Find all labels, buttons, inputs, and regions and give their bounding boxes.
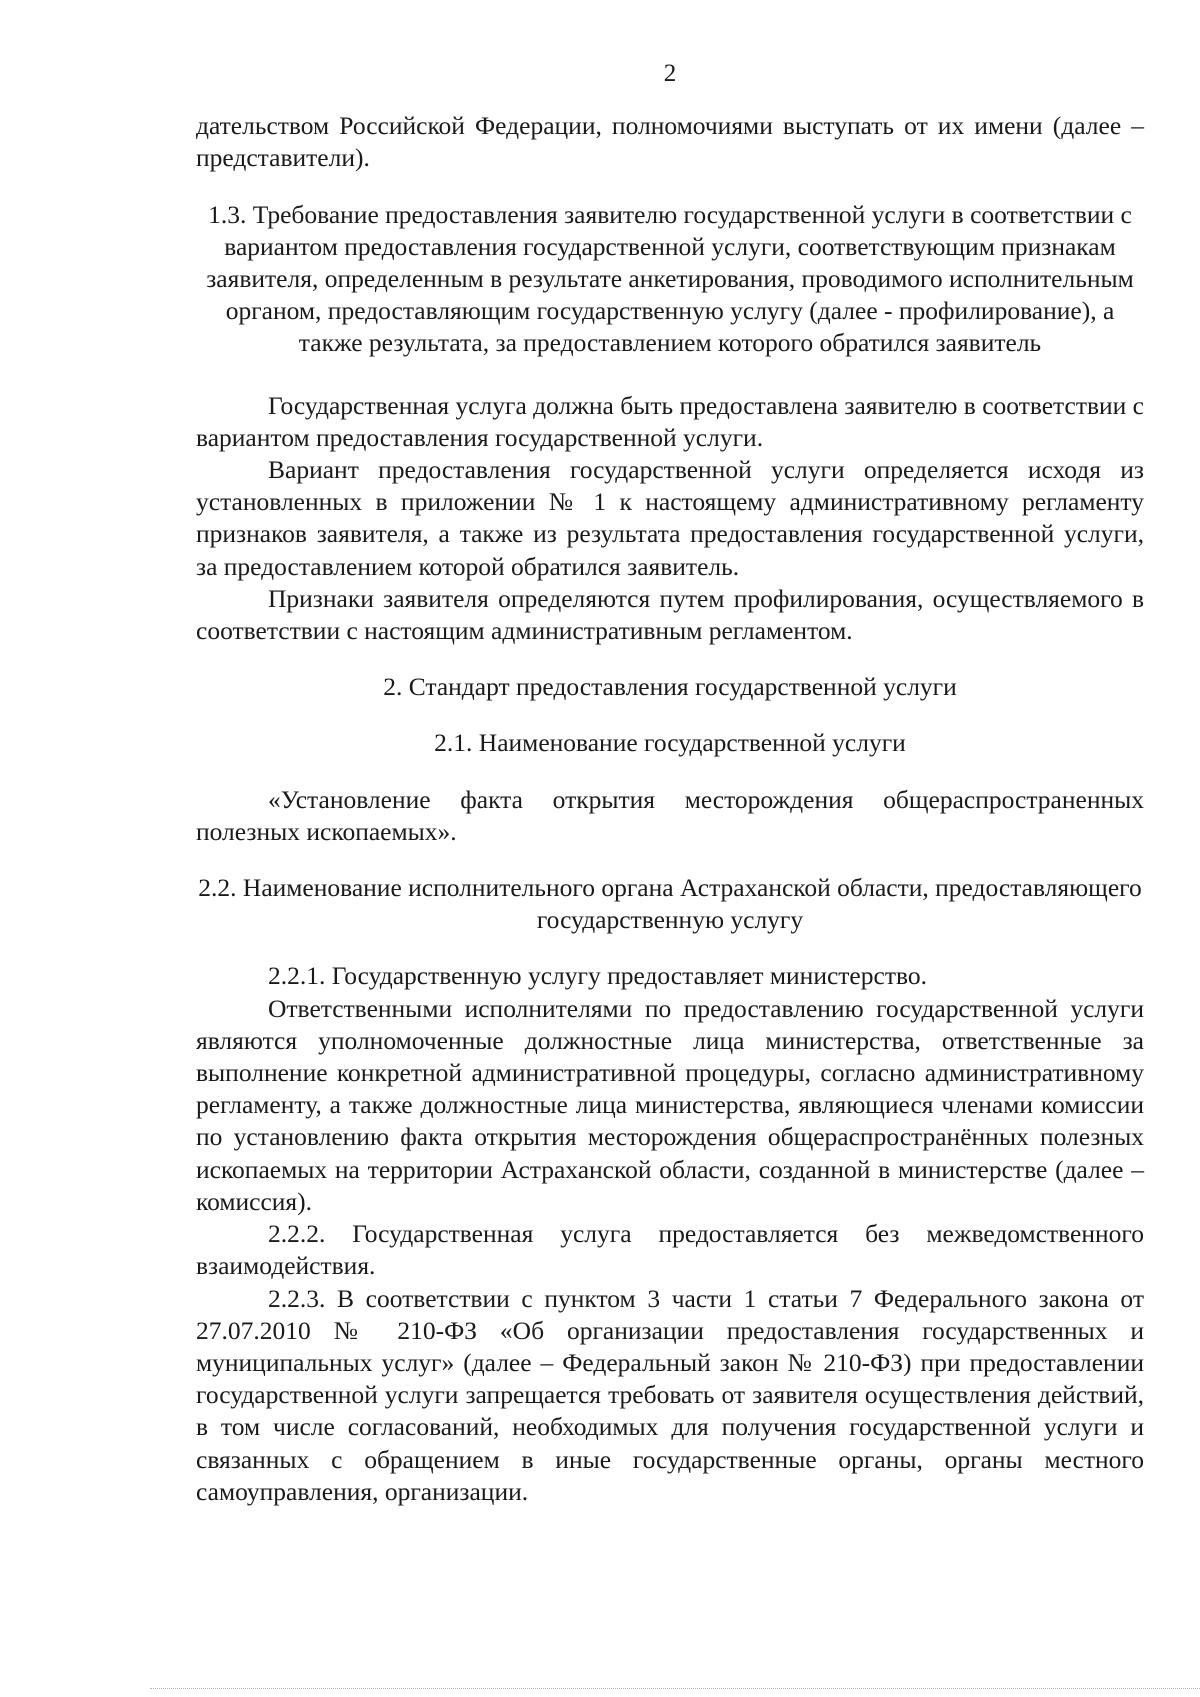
section-heading-2: 2. Стандарт предоставления государственной услуги (383, 672, 957, 702)
paragraph-applicant-signs: Признаки заявителя определяются путем профилирования, осуществляемого в соответствии с настоящим административным регламентом. (196, 583, 1144, 646)
paragraph-service-name: «Установление факта открытия месторождения общераспространенных полезных ископаемых». (196, 784, 1144, 846)
paragraph-2-2-3: 2.2.3. В соответствии с пунктом 3 части 1 статьи 7 Федерального закона от 27.07.2010 № 210-ФЗ «Об организации предоставления государственных и муниципальных услуг» (далее – Федеральный закон № 210-ФЗ) при предоставлении государственной услуги запрещается требовать от заявителя осуществления действий, в том числе согласований, необходимых для получения государственной услуги и связанных с обращением в иные государственные органы, органы местного самоуправления, организации. (196, 1283, 1144, 1506)
paragraph-variant-determined: Вариант предоставления государственной услуги определяется исходя из установленных в приложении № 1 к настоящему административному регламенту признаков заявителя, а также из результата предоставления государственной услуги, за предоставлением которой обратился заявитель. (196, 455, 1144, 581)
paragraph-variant-required: Государственная услуга должна быть предоставлена заявителю в соответствии с вариантом предоставления государственной услуги. (196, 390, 1144, 452)
section-heading-1-3: 1.3. Требование предоставления заявителю государственной услуги в соответствии с вариантом предоставления государственной услуги, соответствующим признакам заявителя, определенным в результате анкетирования, проводимого исполнительным органом, предоставляющим государственную услугу (далее - профилирование), а также результата, за предоставлением которого обратился заявитель (206, 199, 1134, 358)
scan-edge-line (150, 1688, 1200, 1689)
document-page (196, 58, 1144, 1508)
page-number: 2 (663, 60, 677, 87)
paragraph-2-2-1: 2.2.1. Государственную услугу предоставляет министерство. (268, 961, 927, 991)
section-heading-2-1: 2.1. Наименование государственной услуги (434, 728, 906, 758)
section-heading-2-2: 2.2. Наименование исполнительного органа Астраханской области, предоставляющего государственную услугу (198, 873, 1142, 935)
paragraph-intro: дательством Российской Федерации, полномочиями выступать от их имени (далее – представители). (196, 111, 1144, 173)
paragraph-2-2-2: 2.2.2. Государственная услуга предоставляется без межведомственного взаимодействия. (196, 1219, 1144, 1281)
paragraph-responsible-executors: Ответственными исполнителями по предоставлению государственной услуги являются уполномоченные должностные лица министерства, ответственные за выполнение конкретной административной процедуры, согласно административному регламенту, а также должностные лица министерства, являющиеся членами комиссии по установлению факта открытия месторождения общераспространённых полезных ископаемых на территории Астраханской области, созданной в министерстве (далее – комиссия). (196, 993, 1144, 1216)
